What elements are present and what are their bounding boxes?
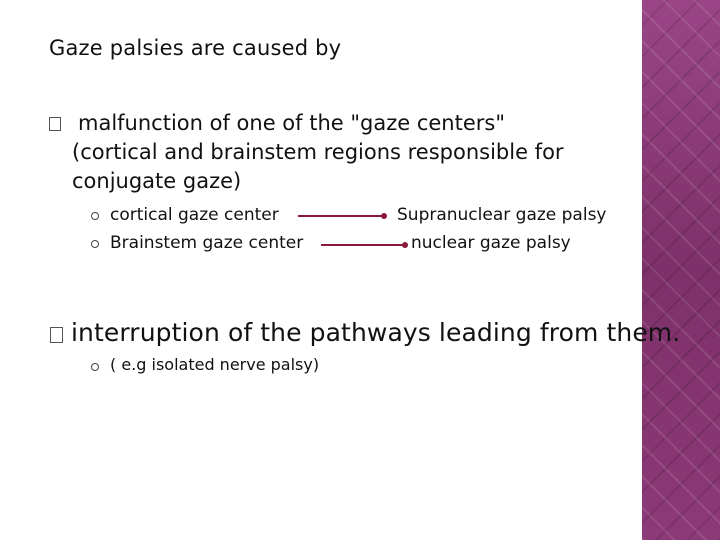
bullet-line-3: conjugate gaze) [72, 169, 242, 193]
sub-item-brainstem: Brainstem gaze center [110, 233, 304, 253]
decorative-side-panel [642, 0, 720, 540]
sub-item-example: ( e.g isolated nerve palsy) [110, 355, 320, 374]
box-bullet-icon [50, 327, 63, 343]
bullet-line-1: malfunction of one of the "gaze centers" [78, 111, 505, 135]
bullet-line-2: (cortical and brainstem regions responsible for [72, 140, 564, 164]
bullet-interruption: interruption of the pathways leading from them. [71, 318, 681, 347]
circle-bullet-icon [91, 240, 99, 248]
sub-item-cortical: cortical gaze center [110, 205, 279, 225]
sub-item-nuclear: nuclear gaze palsy [411, 233, 571, 253]
arrow-icon [298, 215, 384, 217]
bullet-malfunction [72, 109, 632, 196]
slide-title: Gaze palsies are caused by [49, 36, 342, 60]
circle-bullet-icon [91, 212, 99, 220]
arrow-icon [321, 244, 405, 246]
sub-item-supranuclear: Supranuclear gaze palsy [397, 205, 607, 225]
circle-bullet-icon [91, 363, 99, 371]
box-bullet-icon [49, 117, 61, 131]
